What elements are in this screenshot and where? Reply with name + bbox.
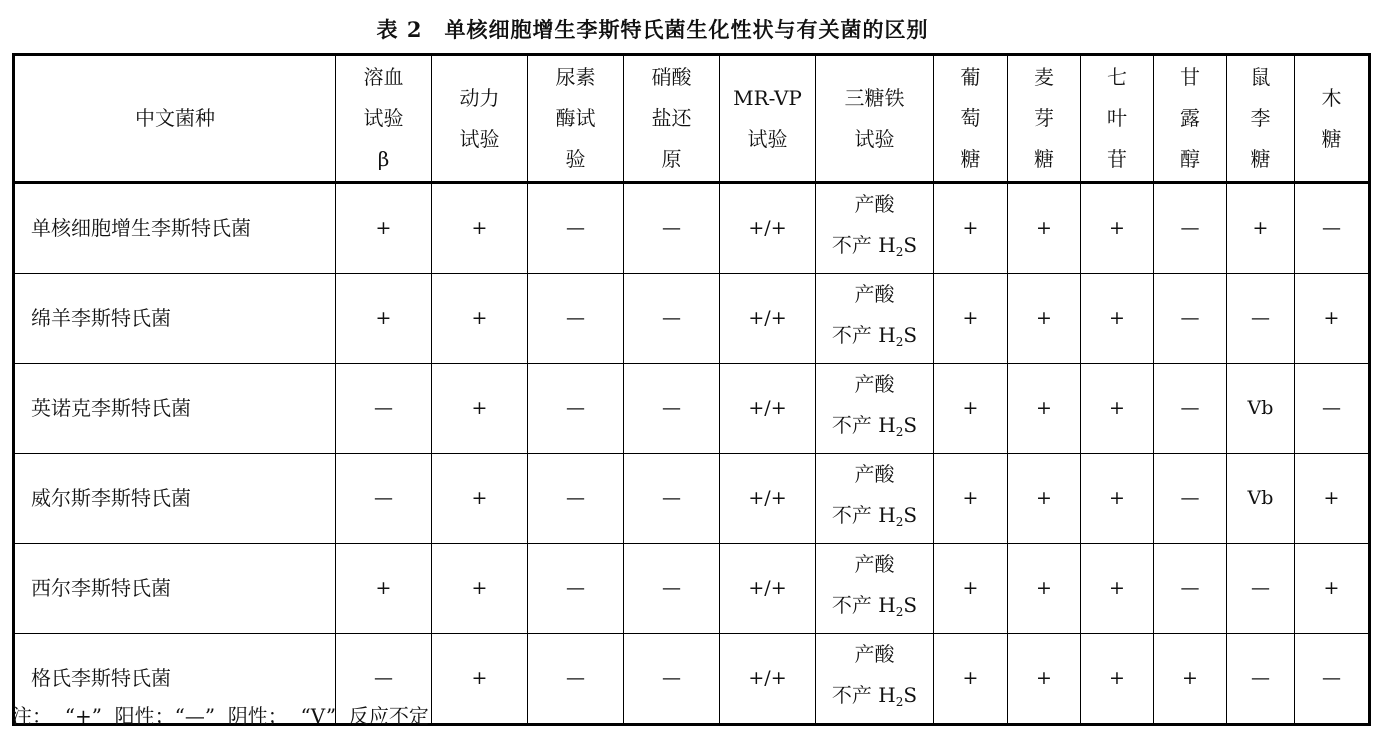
column-header-nitrate: [624, 55, 720, 183]
result-cell: +/+: [720, 183, 816, 274]
column-header-maltose: [1008, 55, 1081, 183]
tsi-h2s-subscript: 2: [895, 245, 904, 259]
result-cell: —: [1154, 183, 1227, 274]
tsi-h2s-subscript: 2: [895, 515, 904, 529]
tsi-line-acid: 产酸: [854, 192, 895, 216]
tsi-h2s-prefix: 不产 H: [831, 503, 896, 527]
header-line: 动力: [459, 85, 500, 110]
result-cell: —: [528, 274, 624, 364]
result-cell: +: [934, 274, 1008, 364]
header-line: 糖: [960, 147, 981, 171]
result-cell: —: [1154, 544, 1227, 634]
column-header-urease: [528, 55, 624, 183]
result-cell: —: [624, 183, 720, 274]
result-cell: —: [1295, 364, 1370, 454]
table-row: [14, 183, 1370, 274]
tsi-line-acid: 产酸: [854, 642, 895, 666]
result-cell: —: [528, 183, 624, 274]
header-row: [14, 55, 1370, 183]
tsi-h2s-suffix: S: [903, 323, 918, 347]
header-line: 试验: [459, 126, 500, 151]
header-line: 糖: [1250, 147, 1271, 171]
result-cell: +: [1008, 183, 1081, 274]
header-line: 鼠: [1250, 65, 1271, 89]
tsi-result-cell: [816, 634, 934, 725]
result-cell: +: [1008, 544, 1081, 634]
result-cell: —: [336, 454, 432, 544]
table-title: 表 2 单核细胞增生李斯特氏菌生化性状与有关菌的区别: [376, 17, 929, 42]
result-cell: +: [1008, 274, 1081, 364]
tsi-line-acid: 产酸: [854, 462, 895, 486]
result-cell: +/+: [720, 634, 816, 725]
column-header-glucose: [934, 55, 1008, 183]
result-cell: +: [1154, 634, 1227, 725]
result-cell: +: [934, 364, 1008, 454]
tsi-line-acid: 产酸: [854, 372, 895, 396]
result-cell: +: [1008, 454, 1081, 544]
column-header-species: [14, 55, 336, 183]
tsi-h2s-suffix: S: [903, 593, 918, 617]
column-header-motility: [432, 55, 528, 183]
header-line: 试验: [854, 126, 895, 151]
column-header-mannitol: [1154, 55, 1227, 183]
species-name: 格氏李斯特氏菌: [14, 634, 336, 725]
header-line: 七: [1107, 65, 1127, 89]
column-header-hemolysis: [336, 55, 432, 183]
result-cell: +: [1295, 274, 1370, 364]
header-line: 麦: [1034, 65, 1054, 89]
result-cell: +/+: [720, 544, 816, 634]
column-header-mrvp: [720, 55, 816, 183]
header-line: 硝酸: [651, 65, 692, 89]
result-cell: —: [1154, 454, 1227, 544]
tsi-h2s-prefix: 不产 H: [831, 683, 896, 707]
header-line: β: [377, 147, 390, 171]
column-header-xylose: [1295, 55, 1370, 183]
result-cell: —: [624, 634, 720, 725]
result-cell: +: [1008, 634, 1081, 725]
result-cell: +/+: [720, 274, 816, 364]
result-cell: +: [934, 454, 1008, 544]
tsi-h2s-prefix: 不产 H: [831, 413, 896, 437]
header-line: MR-VP: [733, 85, 802, 110]
table-row: [14, 454, 1370, 544]
result-cell: —: [336, 364, 432, 454]
table-body: [14, 183, 1370, 725]
result-cell: +: [336, 274, 432, 364]
species-name: 绵羊李斯特氏菌: [14, 274, 336, 364]
result-cell: —: [528, 364, 624, 454]
header-line: 糖: [1034, 147, 1054, 171]
header-line: 试验: [363, 106, 404, 130]
tsi-result-cell: [816, 364, 934, 454]
result-cell: +: [432, 183, 528, 274]
header-line: 芽: [1034, 106, 1054, 130]
result-cell: +: [1227, 183, 1295, 274]
result-cell: +: [336, 183, 432, 274]
result-cell: +/+: [720, 364, 816, 454]
result-cell: +: [1081, 454, 1154, 544]
header-line: 木: [1321, 85, 1342, 110]
header-line: 李: [1250, 106, 1271, 130]
column-header-esculin: [1081, 55, 1154, 183]
result-cell: +: [1081, 274, 1154, 364]
tsi-result-cell: [816, 274, 934, 364]
header-line: 溶血: [363, 65, 404, 89]
result-cell: Vb: [1227, 364, 1295, 454]
result-cell: +: [934, 183, 1008, 274]
species-name: 单核细胞增生李斯特氏菌: [14, 183, 336, 274]
header-line: 葡: [960, 65, 981, 89]
tsi-line-h2s: [816, 675, 933, 723]
footnote: 注： “+” 阳性；“—” 阴性； “V” 反应不定: [12, 704, 429, 728]
header-line: 叶: [1107, 106, 1127, 130]
result-cell: —: [528, 634, 624, 725]
result-cell: +: [934, 634, 1008, 725]
result-cell: +: [432, 364, 528, 454]
header-line: 原: [661, 147, 682, 171]
header-line: 三糖铁: [844, 85, 905, 110]
tsi-line-acid: 产酸: [854, 552, 895, 576]
result-cell: +: [432, 634, 528, 725]
tsi-h2s-suffix: S: [903, 233, 918, 257]
result-cell: —: [1295, 183, 1370, 274]
result-cell: —: [528, 454, 624, 544]
tsi-line-h2s: [816, 225, 933, 273]
result-cell: +: [1295, 544, 1370, 634]
header-line: 苷: [1107, 147, 1127, 171]
header-line: 糖: [1321, 126, 1342, 151]
tsi-h2s-suffix: S: [903, 413, 918, 437]
result-cell: —: [624, 274, 720, 364]
tsi-line-h2s: [816, 585, 933, 633]
result-cell: —: [1227, 544, 1295, 634]
tsi-result-cell: [816, 183, 934, 274]
tsi-h2s-prefix: 不产 H: [831, 323, 896, 347]
species-name: 威尔斯李斯特氏菌: [14, 454, 336, 544]
result-cell: +: [934, 544, 1008, 634]
result-cell: —: [336, 634, 432, 725]
result-cell: +: [1081, 544, 1154, 634]
species-name: 英诺克李斯特氏菌: [14, 364, 336, 454]
tsi-h2s-subscript: 2: [895, 695, 904, 709]
tsi-line-h2s: [816, 405, 933, 453]
header-line: 醇: [1180, 147, 1200, 171]
result-cell: —: [624, 364, 720, 454]
result-cell: +/+: [720, 454, 816, 544]
tsi-h2s-subscript: 2: [895, 605, 904, 619]
table-row: [14, 544, 1370, 634]
result-cell: +: [1081, 634, 1154, 725]
tsi-line-acid: 产酸: [854, 282, 895, 306]
species-name: 西尔李斯特氏菌: [14, 544, 336, 634]
header-line: 盐还: [651, 106, 692, 130]
tsi-h2s-suffix: S: [903, 683, 918, 707]
result-cell: +: [1295, 454, 1370, 544]
result-cell: +: [432, 454, 528, 544]
header-line: 露: [1180, 106, 1200, 130]
table-row: [14, 274, 1370, 364]
result-cell: —: [528, 544, 624, 634]
result-cell: —: [624, 544, 720, 634]
table-row: [14, 364, 1370, 454]
header-line: 试验: [747, 126, 788, 151]
result-cell: +: [1081, 364, 1154, 454]
header-line: 尿素: [555, 65, 596, 89]
result-cell: —: [1227, 274, 1295, 364]
comparison-table: [12, 53, 1371, 726]
result-cell: —: [1154, 364, 1227, 454]
result-cell: +: [1081, 183, 1154, 274]
result-cell: —: [1154, 274, 1227, 364]
header-line: 中文菌种: [135, 106, 215, 130]
column-header-tsi: [816, 55, 934, 183]
header-line: 酶试: [555, 106, 596, 130]
tsi-result-cell: [816, 544, 934, 634]
tsi-h2s-suffix: S: [903, 503, 918, 527]
result-cell: —: [1295, 634, 1370, 725]
tsi-h2s-subscript: 2: [895, 335, 904, 349]
header-line: 验: [565, 147, 586, 171]
result-cell: —: [624, 454, 720, 544]
tsi-h2s-prefix: 不产 H: [831, 233, 896, 257]
tsi-line-h2s: [816, 315, 933, 363]
tsi-result-cell: [816, 454, 934, 544]
tsi-h2s-prefix: 不产 H: [831, 593, 896, 617]
column-header-rhamnose: [1227, 55, 1295, 183]
result-cell: Vb: [1227, 454, 1295, 544]
header-line: 萄: [960, 106, 981, 130]
tsi-line-h2s: [816, 495, 933, 543]
tsi-h2s-subscript: 2: [895, 425, 904, 439]
header-line: 甘: [1180, 65, 1200, 89]
result-cell: +: [1008, 364, 1081, 454]
result-cell: +: [336, 544, 432, 634]
result-cell: +: [432, 274, 528, 364]
result-cell: —: [1227, 634, 1295, 725]
result-cell: +: [432, 544, 528, 634]
